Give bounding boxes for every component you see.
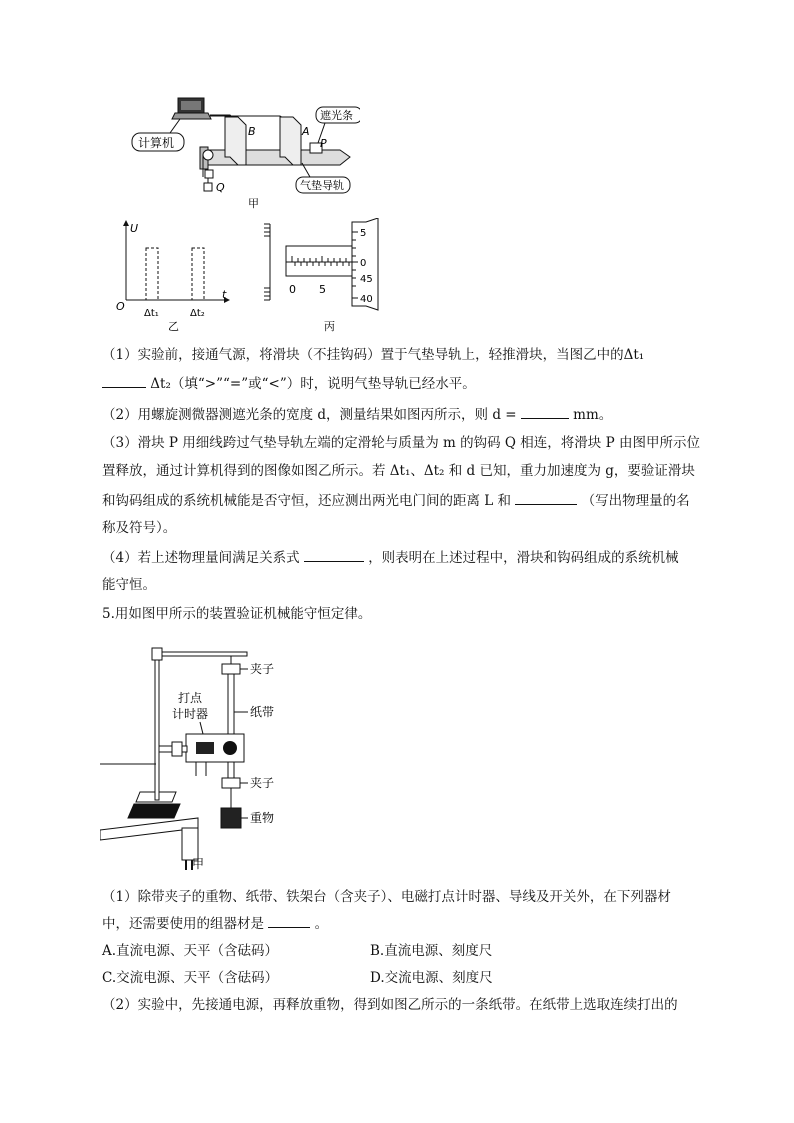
thimble-label-40: 40 bbox=[360, 294, 373, 305]
timer-label-line2: 计时器 bbox=[172, 707, 209, 721]
q4-s2-unit: mm。 bbox=[573, 407, 613, 423]
q4-s3-line1: （3）滑块 P 用细线跨过气垫导轨左端的定滑轮与质量为 m 的钩码 Q 相连，将滑块 P 由图甲所示位 bbox=[102, 435, 700, 451]
q5-option-c[interactable]: C.交流电源、天平（含砝码） bbox=[102, 970, 279, 986]
q4-s4-line2: 能守恒。 bbox=[102, 577, 156, 593]
figure-voltage-graph bbox=[112, 218, 232, 333]
q4-s1-line1: （1）实验前，接通气源，将滑块（不挂钩码）置于气垫导轨上，轻推滑块，当图乙中的Δt₁ bbox=[102, 347, 645, 363]
fig-q5-caption: 甲 bbox=[192, 857, 205, 870]
q5-s1-line2 bbox=[102, 913, 328, 934]
gate-b-label: B bbox=[248, 125, 256, 138]
q5-s1-line1: （1）除带夹子的重物、纸带、铁架台（含夹子）、电磁打点计时器、导线及开关外，在下列器材 bbox=[102, 889, 671, 905]
figure-free-fall-apparatus bbox=[100, 642, 300, 870]
x-axis-label: t bbox=[222, 288, 227, 301]
q4-s2-text: （2）用螺旋测微器测遮光条的宽度 d，测量结果如图丙所示，则 d = bbox=[102, 407, 517, 423]
q4-answer-blank-1[interactable] bbox=[102, 373, 146, 388]
q5-s1-line2-end: 。 bbox=[314, 916, 329, 932]
q5-s2-line1: （2）实验中，先接通电源，再释放重物，得到如图乙所示的一条纸带。在纸带上选取连续打出的 bbox=[102, 997, 678, 1013]
q4-s3-line4: 称及符号）。 bbox=[102, 520, 177, 536]
clamp-bottom-label: 夹子 bbox=[250, 776, 275, 790]
q5-answer-blank-1[interactable] bbox=[268, 913, 310, 928]
q4-answer-blank-3[interactable] bbox=[515, 490, 577, 505]
q4-s4-text-end: ，则表明在上述过程中，滑块和钩码组成的系统机械 bbox=[368, 550, 679, 566]
gate-a-label: A bbox=[302, 125, 310, 138]
fig-yi-caption: 乙 bbox=[168, 320, 179, 333]
q4-s3-line3-end: （写出物理量的名 bbox=[581, 493, 690, 509]
weight-label: 重物 bbox=[250, 811, 275, 825]
thimble-label-0: 0 bbox=[360, 258, 367, 269]
q4-answer-blank-4[interactable] bbox=[304, 547, 364, 562]
weight-q-label: Q bbox=[216, 181, 225, 194]
q4-s1-line2 bbox=[102, 373, 476, 394]
clamp-top-label: 夹子 bbox=[250, 662, 275, 676]
sleeve-label-0: 0 bbox=[289, 283, 296, 296]
thimble-label-45: 45 bbox=[360, 274, 373, 285]
q4-s1-line2-text: Δt₂（填“>”“=”或“<”）时，说明气垫导轨已经水平。 bbox=[150, 376, 476, 392]
timer-label-line1: 打点 bbox=[178, 691, 203, 705]
q5-title: 5.用如图甲所示的装置验证机械能守恒定律。 bbox=[102, 606, 372, 622]
sleeve-label-5: 5 bbox=[319, 283, 326, 296]
q4-s3-line3-text: 和钩码组成的系统机械能是否守恒，还应测出两光电门间的距离 L 和 bbox=[102, 493, 512, 509]
q5-option-a[interactable]: A.直流电源、天平（含砝码） bbox=[102, 943, 279, 959]
paper-tape-label: 纸带 bbox=[250, 705, 275, 719]
slider-label: P bbox=[320, 137, 327, 150]
fig-bing-caption: 丙 bbox=[324, 320, 335, 333]
shading-strip-label: 遮光条 bbox=[320, 109, 353, 122]
q4-s2 bbox=[102, 404, 612, 425]
origin-label: O bbox=[116, 300, 125, 313]
dt2-label: Δt₂ bbox=[190, 308, 205, 319]
figure-air-track bbox=[130, 95, 360, 215]
fig-jia-caption: 甲 bbox=[248, 197, 259, 210]
q4-s4-line1 bbox=[102, 547, 679, 568]
dt1-label: Δt₁ bbox=[144, 308, 159, 319]
q4-s3-line3 bbox=[102, 490, 690, 511]
air-track-label: 气垫导轨 bbox=[300, 179, 344, 192]
q5-s1-line2-text: 中，还需要使用的组器材是 bbox=[102, 916, 264, 932]
q4-s4-text: （4）若上述物理量间满足关系式 bbox=[102, 550, 300, 566]
computer-icon bbox=[172, 98, 211, 119]
q4-s3-line2: 置释放，通过计算机得到的图像如图乙所示。若 Δt₁、Δt₂ 和 d 已知，重力加速度为 g，要验证滑块 bbox=[102, 463, 695, 479]
q4-answer-blank-2[interactable] bbox=[521, 404, 569, 419]
y-axis-label: U bbox=[130, 222, 139, 235]
q5-option-b[interactable]: B.直流电源、刻度尺 bbox=[370, 943, 493, 959]
figure-micrometer bbox=[262, 218, 392, 333]
q5-option-d[interactable]: D.交流电源、刻度尺 bbox=[370, 970, 493, 986]
thimble-label-5: 5 bbox=[360, 228, 367, 239]
computer-label: 计算机 bbox=[138, 136, 175, 150]
